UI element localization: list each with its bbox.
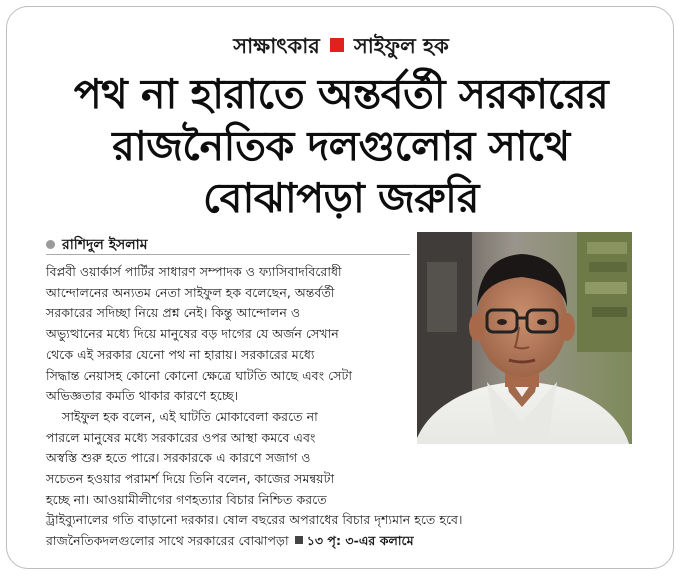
portrait-illustration (417, 232, 632, 444)
red-square-icon (330, 38, 344, 52)
body-last-line (46, 531, 644, 552)
square-bullet-icon (295, 536, 303, 544)
headline-line-3: বোঝাপড়া জরুরি (203, 174, 479, 222)
headline-line-2: রাজনৈতিক দলগুলোর সাথে (112, 122, 570, 170)
body-line-text: রাজনৈতিকদলগুলোর সাথে সরকারের বোঝাপড়া (46, 533, 289, 549)
body-line: সরকারের সদিচ্ছা নিয়ে প্রশ্ন নেই। কিন্তু আন্দোলন ও (46, 305, 301, 321)
kicker (0, 30, 682, 65)
bullet-dot-icon (46, 240, 55, 249)
body-line: সচেতন হওয়ার পরামর্শ দিয়ে তিনি বলেন, কাজের সমন্বয়টা (46, 471, 335, 486)
body-line: ট্রাইব্যুনালের গতি বাড়ানো দরকার। ষোল বছরের অপরাধের বিচার দৃশ্যমান হতে হবে। (46, 512, 463, 528)
body-line: অস্বস্তি শুরু হতে পারে। সরকারকে এ কারণে সজাগ ও (46, 450, 311, 466)
body-line: অভিজ্ঞতার কমতি থাকার কারণে হচ্ছে। (46, 388, 239, 404)
author-name: রাশিদুল ইসলাম (62, 237, 148, 253)
body-line: থেকে এই সরকার যেনো পথ না হারায়। সরকারের মধ্যে (46, 346, 315, 362)
byline-divider (46, 254, 410, 255)
kicker-name: সাইফুল হক (353, 34, 449, 58)
body-line: সাইফুল হক বলেন, এই ঘাটতি মোকাবেলা করতে না (46, 408, 318, 424)
body-line: হচ্ছে না। আওয়ামীলীগের গণহত্যার বিচার নিশ্চিত করতে (46, 491, 327, 507)
body-line: অভ্যুত্থানের মধ্যে দিয়ে মানুষের বড় দাগের যে অর্জন সেখান (46, 326, 339, 342)
body-line: বিপ্লবী ওয়ার্কার্স পার্টির সাধারণ সম্পাদক ও ফ্যাসিবাদবিরোধী (46, 264, 342, 279)
body-line: পারলে মানুষের মধ্যে সরকারের ওপর আস্থা কমবে এবং (46, 429, 316, 445)
continuation-link[interactable]: ১৩ পৃ: ৩-এর কলামে (306, 533, 414, 549)
body-line: সিদ্ধান্ত নেয়াসহ কোনো কোনো ক্ষেত্রে ঘাটতি আছে এবং সেটা (46, 367, 353, 383)
headline-line-1: পথ না হারাতে অন্তর্বর্তী সরকারের (73, 70, 609, 118)
kicker-label: সাক্ষাৎকার (233, 34, 320, 58)
portrait-photo (417, 232, 632, 444)
body-line: আন্দোলনের অন্যতম নেতা সাইফুল হক বলেছেন, অন্তর্বর্তী (46, 284, 335, 300)
